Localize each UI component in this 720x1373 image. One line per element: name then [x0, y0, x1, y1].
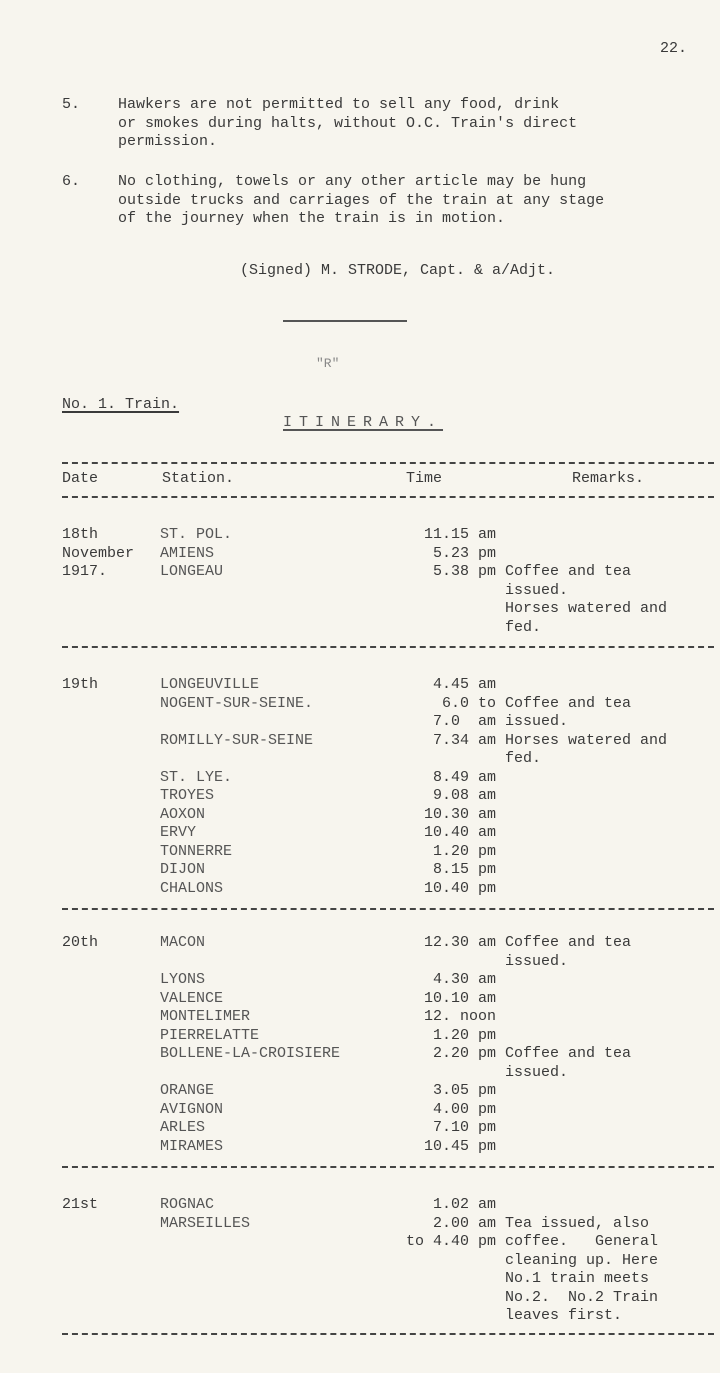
time-line: 12.30 am — [423, 934, 496, 951]
remarks-cell — [505, 1215, 658, 1326]
station-cell: MONTELIMER — [160, 1008, 251, 1025]
time-line: 10.40 pm — [423, 879, 496, 897]
dashed-rule — [62, 646, 714, 648]
date-line: 19th — [62, 676, 99, 693]
time-cell — [372, 1101, 496, 1120]
page-number: 22. — [660, 40, 688, 57]
time-cell — [372, 824, 496, 843]
remarks-line: issued. — [505, 952, 569, 970]
remarks-line: coffee. General — [505, 1233, 659, 1250]
time-line: 1.20 pm — [432, 842, 496, 860]
time-cell — [372, 545, 496, 564]
header-date: Date — [62, 470, 99, 487]
note-text — [118, 173, 604, 229]
date-cell — [62, 1196, 98, 1215]
station-cell: ROMILLY-SUR-SEINE — [160, 731, 314, 749]
remarks-line: issued. — [505, 581, 569, 599]
note-line: outside trucks and carriages of the train at any stage — [118, 191, 605, 209]
time-cell — [372, 1119, 496, 1138]
station-cell: PIERRELATTE — [160, 1026, 260, 1044]
station-cell: AVIGNON — [160, 1100, 224, 1118]
station-cell: BOLLENE-LA-CROISIERE — [160, 1045, 341, 1062]
time-line: 7.34 am — [432, 731, 496, 749]
station-cell: ST. POL. — [160, 526, 233, 543]
time-cell — [372, 563, 496, 582]
remarks-line: Coffee and tea — [505, 694, 632, 712]
station-cell: VALENCE — [160, 989, 224, 1007]
station-cell: LYONS — [160, 971, 206, 988]
dashed-rule — [62, 908, 714, 910]
time-line: 8.49 am — [432, 768, 496, 786]
station-cell: DIJON — [160, 861, 206, 878]
time-line: 1.02 am — [432, 1196, 496, 1213]
annex-label: "R" — [316, 356, 340, 371]
time-cell — [372, 1215, 496, 1252]
note-text — [118, 96, 577, 152]
remarks-cell — [505, 695, 631, 732]
time-cell — [372, 1138, 496, 1157]
time-line: 8.15 pm — [432, 861, 496, 878]
station-cell: LONGEUVILLE — [160, 676, 260, 693]
date-line: 18th — [62, 526, 99, 543]
time-line: 4.30 am — [432, 971, 496, 988]
note-number: 6. — [62, 173, 81, 190]
station-cell: CHALONS — [160, 879, 224, 897]
remarks-line: Coffee and tea — [505, 1045, 632, 1062]
time-line: 1.20 pm — [432, 1026, 496, 1044]
station-cell: ARLES — [160, 1119, 206, 1136]
header-time: Time — [406, 470, 443, 487]
time-cell — [372, 676, 496, 695]
dashed-rule — [62, 462, 714, 464]
time-line: 2.20 pm — [432, 1045, 496, 1062]
time-cell — [372, 1045, 496, 1064]
time-cell — [372, 971, 496, 990]
remarks-line: issued. — [505, 1063, 569, 1081]
remarks-line: Coffee and tea — [505, 934, 632, 951]
remarks-line: issued. — [505, 713, 569, 730]
time-line: 5.23 pm — [432, 544, 496, 562]
remarks-line: cleaning up. Here — [505, 1251, 659, 1269]
time-line: 3.05 pm — [432, 1082, 496, 1099]
station-cell: MIRAMES — [160, 1137, 224, 1155]
remarks-line: fed. — [505, 750, 542, 767]
station-cell: TONNERRE — [160, 842, 233, 860]
station-cell: ORANGE — [160, 1082, 215, 1099]
remarks-line: Tea issued, also — [505, 1214, 650, 1232]
divider — [283, 320, 407, 322]
time-line: 9.08 am — [432, 787, 496, 804]
time-line: 2.00 am — [432, 1214, 496, 1232]
time-line: 4.45 am — [432, 676, 496, 693]
note-number: 5. — [62, 96, 81, 113]
header-station: Station. — [162, 470, 235, 487]
header-remarks: Remarks. — [572, 470, 645, 487]
time-line: 10.30 am — [423, 805, 496, 823]
remarks-cell — [505, 934, 631, 971]
remarks-line: Coffee and tea — [505, 563, 632, 580]
time-cell — [372, 990, 496, 1009]
note-line: of the journey when the train is in motion. — [118, 210, 506, 227]
time-line: 12. noon — [423, 1008, 496, 1025]
time-cell — [372, 769, 496, 788]
time-cell — [372, 1008, 496, 1027]
date-line: 21st — [62, 1196, 99, 1213]
itinerary-title: ITINERARY. — [283, 414, 444, 431]
station-cell: ST. LYE. — [160, 768, 233, 786]
time-line: 5.38 pm — [432, 563, 496, 580]
dashed-rule — [62, 1333, 714, 1335]
train-title: No. 1. Train. — [62, 396, 180, 413]
remarks-cell — [505, 732, 667, 769]
date-line: November — [62, 544, 135, 562]
time-line: to 4.40 pm — [405, 1233, 496, 1250]
time-cell — [372, 861, 496, 880]
note-line: Hawkers are not permitted to sell any food, drink — [118, 96, 560, 113]
time-cell — [372, 787, 496, 806]
station-cell: MACON — [160, 934, 206, 951]
station-cell: MARSEILLES — [160, 1214, 251, 1232]
time-cell — [372, 934, 496, 953]
dashed-rule — [62, 1166, 714, 1168]
time-cell — [372, 843, 496, 862]
time-cell — [372, 1027, 496, 1046]
time-line: 4.00 pm — [432, 1100, 496, 1118]
time-line: 10.10 am — [423, 989, 496, 1007]
date-cell — [62, 676, 98, 695]
note-line: or smokes during halts, without O.C. Train's direct — [118, 114, 578, 132]
time-cell — [372, 806, 496, 825]
remarks-line: fed. — [505, 618, 542, 636]
time-cell — [372, 526, 496, 545]
station-cell: TROYES — [160, 787, 215, 804]
time-cell — [372, 732, 496, 751]
remarks-line: Horses watered and — [505, 731, 668, 749]
remarks-line: Horses watered and — [505, 600, 668, 617]
time-line: 10.45 pm — [423, 1137, 496, 1155]
remarks-line: No.1 train meets — [505, 1270, 650, 1287]
date-line: 1917. — [62, 563, 108, 580]
station-cell: LONGEAU — [160, 563, 224, 580]
remarks-cell — [505, 563, 667, 637]
date-line: 20th — [62, 934, 99, 951]
station-cell: AOXON — [160, 805, 206, 823]
station-cell: AMIENS — [160, 544, 215, 562]
time-line: 7.0 am — [432, 713, 496, 730]
remarks-line: No.2. No.2 Train — [505, 1288, 659, 1306]
station-cell: NOGENT-SUR-SEINE. — [160, 694, 314, 712]
remarks-line: leaves first. — [505, 1307, 623, 1324]
date-cell — [62, 526, 134, 582]
time-cell — [372, 1082, 496, 1101]
note-line: permission. — [118, 133, 218, 150]
date-cell — [62, 934, 98, 953]
remarks-cell — [505, 1045, 631, 1082]
time-line: 11.15 am — [423, 526, 496, 543]
time-line: 6.0 to — [441, 694, 496, 712]
station-cell: ERVY — [160, 824, 197, 841]
time-cell — [372, 1196, 496, 1215]
dashed-rule — [62, 496, 714, 498]
time-line: 10.40 am — [423, 824, 496, 841]
note-line: No clothing, towels or any other article may be hung — [118, 173, 587, 190]
time-line: 7.10 pm — [432, 1119, 496, 1136]
signature: (Signed) M. STRODE, Capt. & a/Adjt. — [240, 262, 556, 279]
time-cell — [372, 880, 496, 899]
station-cell: ROGNAC — [160, 1196, 215, 1213]
time-cell — [372, 695, 496, 732]
